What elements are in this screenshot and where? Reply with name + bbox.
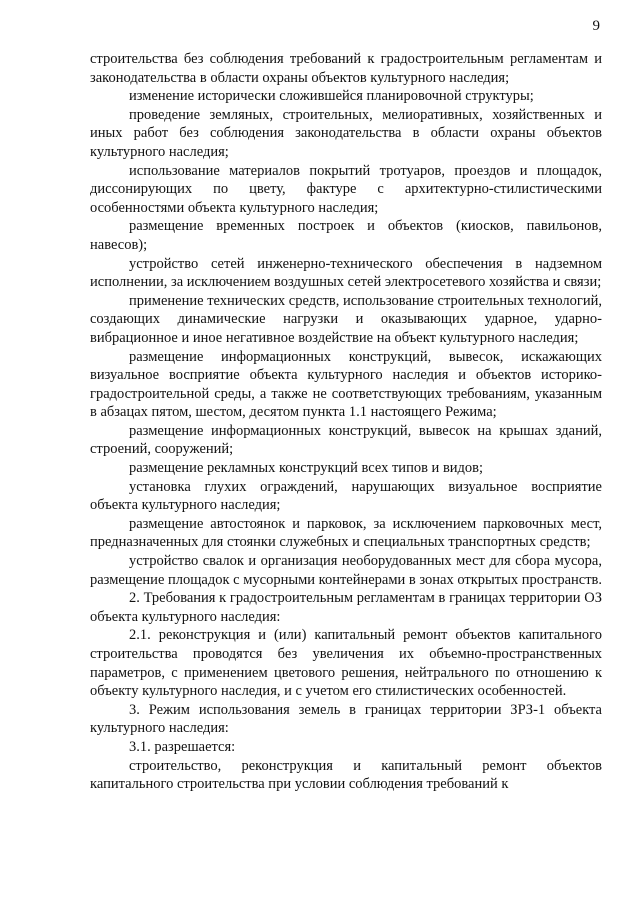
paragraph: проведение земляных, строительных, мелиоративных, хозяйственных и иных работ без соблюдения законодательства в области охраны объектов культурного наследия; [90, 106, 602, 160]
document-body [90, 50, 602, 794]
paragraph: размещение временных построек и объектов (киосков, павильонов, навесов); [90, 218, 602, 253]
paragraph: строительства без соблюдения требований к градостроительным регламентам и законодательства в области охраны объектов культурного наследия; [90, 51, 602, 86]
paragraph: размещение рекламных конструкций всех типов и видов; [129, 460, 484, 477]
paragraph: размещение информационных конструкций, вывесок, искажающих визуальное восприятие объекта культурного наследия и объектов историко-градостроительной среды, а также не соответствующих требованиям, указанным в абзацах пятом, шестом, десятом пункта 1.1 настоящего Режима; [90, 348, 602, 421]
paragraph: размещение автостоянок и парковок, за исключением парковочных мест, предназначенных для стоянки служебных и специальных транспортных средств; [90, 515, 602, 551]
page-number: 9 [592, 18, 600, 34]
section-heading: 2. Требования к градостроительным регламентам в границах территории ОЗ объекта культурного наследия: [90, 590, 602, 625]
paragraph: установка глухих ограждений, нарушающих визуальное восприятие объекта культурного наследия; [90, 478, 602, 514]
paragraph: 2.1. реконструкция и (или) капитальный ремонт объектов капитального строительства проводятся без увеличения их объемно-пространственных параметров, с применением цветового решения, нейтрального по отношению к объекту культурного наследия, и с учетом его стилистических особенностей. [90, 627, 602, 700]
paragraph: устройство свалок и организация необорудованных мест для сбора мусора, размещение площадок с мусорными контейнерами в зонах открытых пространств. [90, 553, 603, 588]
subsection-heading: 3.1. разрешается: [129, 738, 236, 755]
paragraph: строительство, реконструкция и капитальный ремонт объектов капитального строительства при условии соблюдения требований к [90, 757, 602, 793]
section-heading: 3. Режим использования земель в границах территории ЗРЗ-1 объекта культурного наследия: [90, 701, 602, 737]
paragraph: размещение информационных конструкций, вывесок на крышах зданий, строений, сооружений; [90, 422, 602, 458]
paragraph: использование материалов покрытий тротуаров, проездов и площадок, диссонирующих по цвету, фактуре с архитектурно-стилистическими особенностями объекта культурного наследия; [90, 162, 602, 216]
paragraph: изменение исторически сложившейся планировочной структуры; [129, 88, 534, 105]
paragraph: устройство сетей инженерно-технического обеспечения в надземном исполнении, за исключением воздушных сетей электросетевого хозяйства и связи; [90, 255, 602, 291]
paragraph: применение технических средств, использование строительных технологий, создающих динамические нагрузки и оказывающих ударное, ударно-вибрационное и иное негативное воздействие на объект культурного наследия; [90, 292, 602, 346]
